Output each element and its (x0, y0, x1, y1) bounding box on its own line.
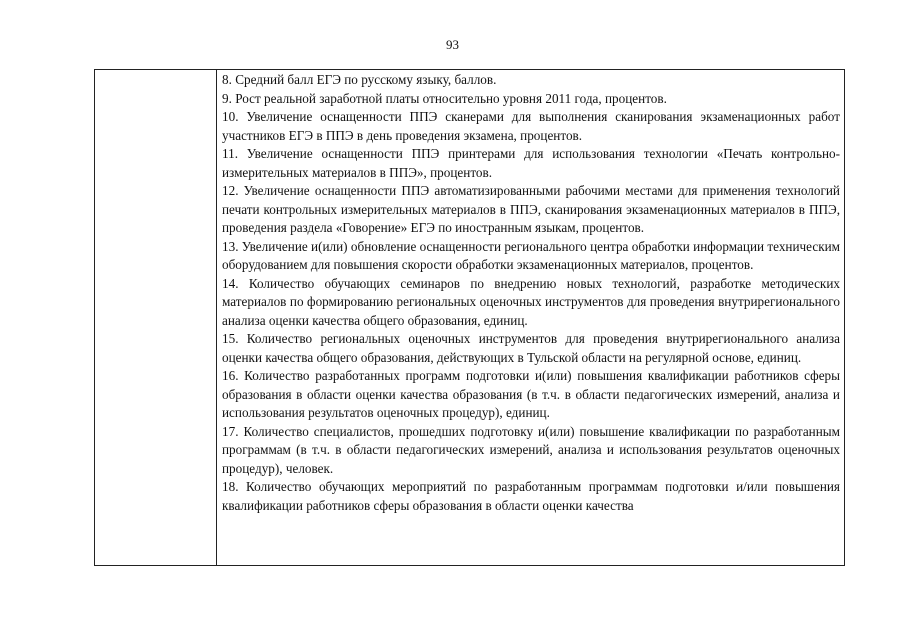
indicator-item: 17. Количество специалистов, прошедших подготовку и(или) повышение квалификации по разработанным программам (в т.ч. в области педагогических измерений, анализа и использования результатов оценочных процедур), человек. (222, 423, 840, 476)
indicator-item: 10. Увеличение оснащенности ППЭ сканерами для выполнения сканирования экзаменационных работ участников ЕГЭ в ППЭ в день проведения экзамена, процентов. (222, 109, 840, 143)
indicator-item: 13. Увеличение и(или) обновление оснащенности регионального центра обработки информации техническим оборудованием для повышения скорости обработки экзаменационных материалов, процентов. (222, 238, 840, 272)
indicator-item: 8. Средний балл ЕГЭ по русскому языку, баллов. (222, 72, 497, 87)
page-number: 93 (446, 37, 459, 52)
table-left-cell (95, 70, 217, 565)
indicator-item: 16. Количество разработанных программ подготовки и(или) повышения квалификации работников сферы образования в области оценки качества образования (в т.ч. в области педагогических измерений, анализа и использования результатов оценочных процедур), единиц. (222, 368, 840, 420)
indicator-item: 15. Количество региональных оценочных инструментов для проведения внутрирегионального анализа оценки качества общего образования, действующих в Тульской области на регулярной основе, единиц. (222, 331, 840, 365)
indicator-table (94, 69, 845, 566)
indicator-item: 9. Рост реальной заработной платы относительно уровня 2011 года, процентов. (222, 90, 667, 106)
indicator-item: 14. Количество обучающих семинаров по внедрению новых технологий, разработке методических материалов по формированию региональных оценочных инструментов для проведения внутрирегионального анализа оценки качества общего образования, единиц. (222, 275, 840, 328)
indicator-item: 18. Количество обучающих мероприятий по разработанным программам подготовки и/или повышения квалификации работников сферы образования в области оценки качества (222, 479, 840, 513)
indicator-item: 12. Увеличение оснащенности ППЭ автоматизированными рабочими местами для применения технологий печати контрольных измерительных материалов в ППЭ, сканирования экзаменационных материалов в ППЭ, проведения раздела «Говорение» ЕГЭ по иностранным языкам, процентов. (222, 183, 840, 235)
table-right-cell (217, 70, 844, 565)
indicator-item: 11. Увеличение оснащенности ППЭ принтерами для использования технологии «Печать контрольно-измерительных материалов в ППЭ», процентов. (222, 146, 840, 180)
